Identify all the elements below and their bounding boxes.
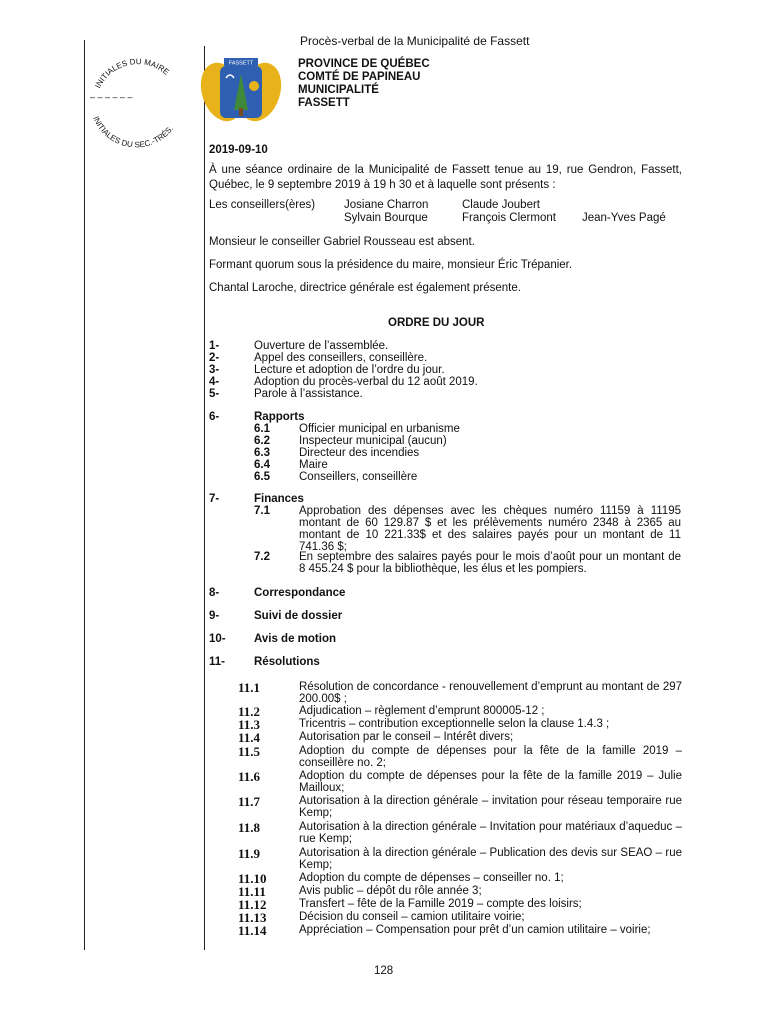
sub-item-number: 6.4 (254, 459, 270, 471)
svg-text:INITIALES DU MAIRE (93, 57, 171, 89)
resolution-text: Adjudication – règlement d’emprunt 800005-12 ; (299, 705, 545, 717)
meeting-date: 2019-09-10 (209, 144, 268, 156)
resolution-number: 11.14 (238, 923, 267, 938)
logo-banner-text: FASSETT (228, 60, 254, 67)
agenda-item-number: 6- (209, 411, 220, 423)
sub-item-number: 7.1 (254, 505, 270, 517)
resolution-number: 11.13 (238, 910, 267, 925)
resolution-number: 11.12 (238, 897, 267, 912)
councillors-label: Les conseillers(ères) (209, 199, 316, 211)
agenda-item-number: 8- (209, 587, 220, 599)
agenda-section-title: Suivi de dossier (254, 610, 343, 622)
margin-rule-right (204, 46, 205, 950)
svg-text:INITIALES DU SEC.-TRÉS. (91, 115, 175, 149)
resolution-number: 11.10 (238, 871, 267, 886)
agenda-item-number: 10- (209, 633, 226, 645)
absent-statement: Monsieur le conseiller Gabriel Rousseau est absent. (209, 236, 475, 248)
stamp-bottom-text: INITIALES DU SEC.-TRÉS. (91, 114, 176, 150)
resolution-number: 11.8 (238, 820, 261, 835)
agenda-item-text: Parole à l’assistance. (254, 388, 363, 400)
sub-item-text: Directeur des incendies (299, 447, 420, 459)
agenda-item-number: 3- (209, 364, 220, 376)
sub-item-text: En septembre des salaires payés pour le mois d’août pour un montant de 8 455.24 $ pour la bibliothèque, les élus et les pompiers. (299, 551, 681, 575)
resolution-text: Avis public – dépôt du rôle année 3; (299, 885, 482, 897)
agenda-item-text: Adoption du procès-verbal du 12 août 2019. (254, 376, 478, 388)
agenda-section-title: Résolutions (254, 656, 320, 668)
agenda-item-text: Ouverture de l’assemblée. (254, 340, 389, 352)
resolution-text: Tricentris – contribution exceptionnelle selon la clause 1.4.3 ; (299, 718, 610, 730)
agenda-item-number: 5- (209, 388, 220, 400)
sub-item-text: Approbation des dépenses avec les chèques numéro 11159 à 11195 montant de 60 129.87 $ et les prélèvements numéro 2348 à 2365 au montant de 10 221.33$ et des salaires payés pour un montant de 11 741.36 $; (299, 505, 681, 553)
resolution-text: Appréciation – Compensation pour prêt d’un camion utilitaire – voirie; (299, 924, 651, 936)
county-heading: COMTÉ DE PAPINEAU (298, 71, 421, 83)
stamp-top-text: INITIALES DU MAIRE (93, 57, 171, 90)
agenda-section-title: Avis de motion (254, 633, 336, 645)
agenda-section-title: Finances (254, 493, 304, 505)
municipality-name: FASSETT (298, 97, 350, 109)
sub-item-number: 6.1 (254, 423, 270, 435)
sub-item-number: 7.2 (254, 551, 270, 563)
stamp-dashes: – – – – – – (90, 92, 133, 102)
page-number: 128 (374, 965, 394, 977)
agenda-item-number: 4- (209, 376, 220, 388)
resolution-text: Résolution de concordance - renouvellement d’emprunt au montant de 297 200.00$ ; (299, 681, 682, 705)
agenda-item-number: 2- (209, 352, 220, 364)
agenda-item-number: 9- (209, 610, 220, 622)
resolution-number: 11.11 (238, 884, 266, 899)
resolution-text: Adoption du compte de dépenses pour la fête de la famille 2019 – conseillère no. 2; (299, 745, 682, 769)
sub-item-text: Maire (299, 459, 328, 471)
councillor-name: Josiane Charron (344, 199, 429, 211)
resolution-text: Transfert – fête de la Famille 2019 – compte des loisirs; (299, 898, 582, 910)
agenda-item-number: 7- (209, 493, 220, 505)
margin-rule-left (84, 40, 85, 950)
resolution-text: Adoption du compte de dépenses – conseiller no. 1; (299, 872, 564, 884)
councillor-name: François Clermont (462, 212, 556, 224)
quorum-statement: Formant quorum sous la présidence du maire, monsieur Éric Trépanier. (209, 259, 573, 271)
meeting-intro: À une séance ordinaire de la Municipalité de Fassett tenue au 19, rue Gendron, Fassett, Québec, le 9 septembre 2019 à 19 h 30 et à laquelle sont présents : (209, 164, 682, 191)
resolution-text: Autorisation à la direction générale – invitation pour réseau temporaire rue Kemp; (299, 795, 682, 819)
municipality-label: MUNICIPALITÉ (298, 84, 379, 96)
councillor-name: Jean-Yves Pagé (582, 212, 666, 224)
agenda-item-text: Appel des conseillers, conseillère. (254, 352, 428, 364)
dg-statement: Chantal Laroche, directrice générale est également présente. (209, 282, 521, 294)
resolution-text: Autorisation à la direction générale – Invitation pour matériaux d’aqueduc – rue Kemp; (299, 821, 682, 845)
agenda-item-text: Lecture et adoption de l’ordre du jour. (254, 364, 445, 376)
running-title: Procès-verbal de la Municipalité de Fassett (300, 34, 530, 48)
initials-stamp (82, 44, 192, 154)
agenda-title: ORDRE DU JOUR (388, 317, 485, 329)
sub-item-number: 6.2 (254, 435, 270, 447)
resolution-number: 11.7 (238, 794, 261, 809)
resolution-number: 11.4 (238, 730, 261, 745)
agenda-section-title: Correspondance (254, 587, 346, 599)
sub-item-text: Officier municipal en urbanisme (299, 423, 460, 435)
municipal-logo (198, 52, 284, 128)
resolution-text: Autorisation par le conseil – Intérêt divers; (299, 731, 514, 743)
resolution-number: 11.9 (238, 846, 261, 861)
resolution-text: Adoption du compte de dépenses pour la fête de la famille 2019 – Julie Mailloux; (299, 770, 682, 794)
resolution-number: 11.1 (238, 680, 261, 695)
resolution-text: Autorisation à la direction générale – Publication des devis sur SEAO – rue Kemp; (299, 847, 682, 871)
councillor-name: Sylvain Bourque (344, 212, 428, 224)
resolution-number: 11.5 (238, 744, 261, 759)
sub-item-number: 6.5 (254, 471, 270, 483)
resolution-text: Décision du conseil – camion utilitaire voirie; (299, 911, 525, 923)
resolution-number: 11.3 (238, 717, 261, 732)
councillor-name: Claude Joubert (462, 199, 540, 211)
sub-item-text: Conseillers, conseillère (299, 471, 418, 483)
resolution-number: 11.2 (238, 704, 261, 719)
resolution-number: 11.6 (238, 769, 261, 784)
agenda-item-number: 11- (209, 656, 225, 668)
province-heading: PROVINCE DE QUÉBEC (298, 58, 430, 70)
sub-item-number: 6.3 (254, 447, 270, 459)
sub-item-text: Inspecteur municipal (aucun) (299, 435, 447, 447)
agenda-item-number: 1- (209, 340, 220, 352)
agenda-section-title: Rapports (254, 411, 305, 423)
